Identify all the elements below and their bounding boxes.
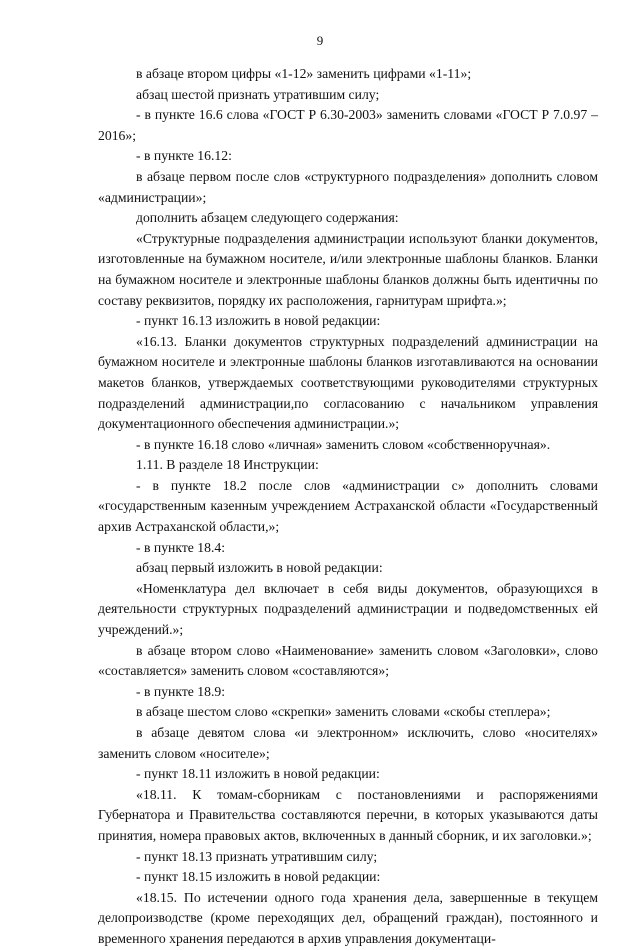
paragraph: - в пункте 16.12: (136, 148, 232, 164)
paragraph: абзац шестой признать утратившим силу; (136, 86, 380, 102)
paragraph: - пункт 18.13 признать утратившим силу; (136, 848, 378, 864)
paragraph: - в пункте 18.2 после слов «администрации с» дополнить словами «государственным казенным учреждением Астраханской области «Государственный архив Астраханской области,»; (98, 477, 598, 535)
paragraph: - в пункте 16.6 слова «ГОСТ Р 6.30-2003» заменить словами «ГОСТ Р 7.0.97 – 2016»; (98, 107, 598, 143)
paragraph: - пункт 18.15 изложить в новой редакции: (136, 869, 381, 885)
paragraph: в абзаце втором цифры «1-12» заменить цифрами «1-11»; (136, 66, 472, 81)
paragraph: - в пункте 18.4: (136, 539, 226, 555)
paragraph: 1.11. В разделе 18 Инструкции: (136, 457, 319, 473)
paragraph: - пункт 16.13 изложить в новой редакции: (136, 313, 381, 329)
document-body (98, 64, 598, 950)
paragraph: «16.13. Бланки документов структурных подразделений администрации на бумажном носителе и электронные шаблоны бланков изготавливаются на основании макетов бланков, утверждаемых соответствующими руководителями структурных подразделений администрации,по согласованию с начальником управления документационного обеспечения администрации.»; (98, 333, 598, 432)
paragraph: «18.15. По истечении одного года хранения дела, завершенные в текущем делопроизводстве (кроме переходящих дел, обращений граждан), постоянного и временного хранения передаются в архив управления документаци- (98, 889, 598, 946)
paragraph: «Структурные подразделения администрации используют бланки документов, изготовленные на бумажном носителе, и/или электронные шаблоны бланков. Бланки на бумажном носителе и электронные шаблоны бланков должны быть идентичны по составу реквизитов, порядку их расположения, гарнитурам шрифта.»; (98, 230, 598, 308)
paragraph: - пункт 18.11 изложить в новой редакции: (136, 766, 380, 782)
paragraph: «Номенклатура дел включает в себя виды документов, образующихся в деятельности структурных подразделений администрации и подведомственных ей учреждений.»; (98, 580, 598, 638)
paragraph: в абзаце девятом слова «и электронном» исключить, слово «носителях» заменить словом «носителе»; (98, 725, 598, 761)
paragraph: абзац первый изложить в новой редакции: (136, 560, 383, 576)
page-number: 9 (316, 33, 324, 48)
paragraph: в абзаце шестом слово «скрепки» заменить словами «скобы степлера»; (136, 704, 551, 720)
paragraph: «18.11. К томам-сборникам с постановлениями и распоряжениями Губернатора и Правительства составляются перечни, в которых указываются даты принятия, номера правовых актов, включенных в данный сборник, и их заголовки.»; (98, 786, 598, 843)
paragraph: в абзаце втором слово «Наименование» заменить словом «Заголовки», слово «составляется» заменить словом «составляются»; (98, 642, 598, 679)
paragraph: дополнить абзацем следующего содержания: (136, 210, 399, 226)
paragraph: - в пункте 18.9: (136, 683, 226, 699)
paragraph: - в пункте 16.18 слово «личная» заменить словом «собственноручная». (136, 436, 551, 452)
paragraph: в абзаце первом после слов «структурного подразделения» дополнить словом «администрации»; (98, 168, 598, 205)
